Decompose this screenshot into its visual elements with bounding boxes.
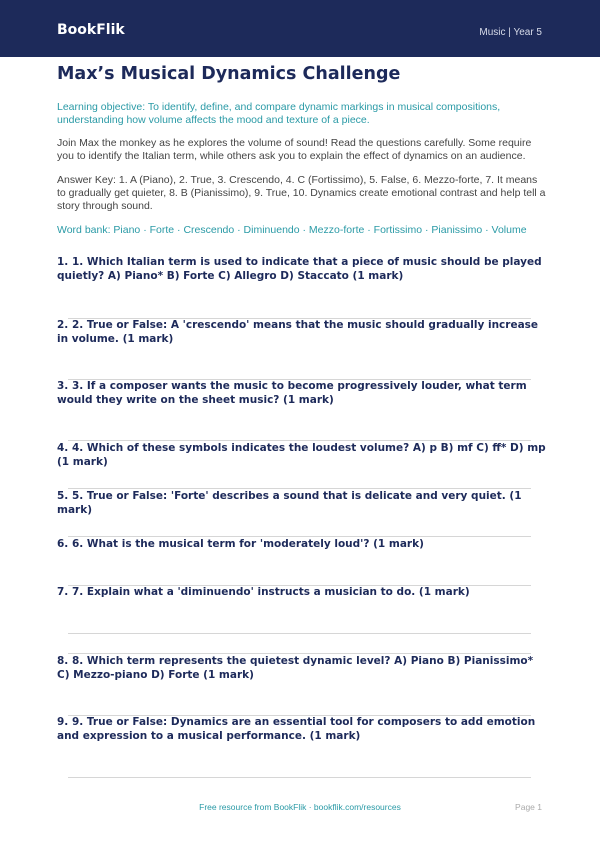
brand-logo: BookFlik (57, 22, 125, 38)
question-1: 1. 1. Which Italian term is used to indicate that a piece of music should be played quietly? A) Piano* B) Forte C) Allegro D) Staccato (1 mark) (57, 256, 542, 282)
question-3: 3. 3. If a composer wants the music to become progressively louder, what term would they write on the sheet music? (1 mark) (57, 380, 527, 406)
page-header (0, 0, 600, 57)
question-7: 7. 7. Explain what a 'diminuendo' instructs a musician to do. (1 mark) (57, 586, 470, 598)
learning-objective: Learning objective: To identify, define, and compare dynamic markings in musical compositions, understanding how volume affects the mood and texture of a piece. (57, 101, 501, 126)
intro-text: Join Max the monkey as he explores the volume of sound! Read the questions carefully. Some require you to identify the Italian term, while others ask you to explain the effect of dynamics on an audience. (57, 137, 532, 162)
question-2: 2. 2. True or False: A 'crescendo' means that the music should gradually increase in volume. (1 mark) (57, 319, 539, 345)
question-5: 5. 5. True or False: 'Forte' describes a sound that is delicate and very quiet. (1 mark) (57, 490, 522, 516)
question-6: 6. 6. What is the musical term for 'moderately loud'? (1 mark) (57, 538, 424, 550)
word-bank: Word bank: Piano · Forte · Crescendo · Diminuendo · Mezzo-forte · Fortissimo · Pianissimo · Volume (57, 224, 527, 236)
subject-label: Music | Year 5 (479, 27, 542, 38)
answer-line (68, 633, 531, 634)
footer-link[interactable]: Free resource from BookFlik · bookflik.com/resources (199, 802, 401, 812)
question-8: 8. 8. Which term represents the quietest dynamic level? A) Piano B) Pianissimo* C) Mezzo-piano D) Forte (1 mark) (57, 655, 534, 681)
answer-key: Answer Key: 1. A (Piano), 2. True, 3. Crescendo, 4. C (Fortissimo), 5. False, 6. Mezzo-forte, 7. It means to gradually get quieter, 8. B (Pianissimo), 9. True, 10. Dynamics create emotional contrast and help tell a story through sound. (57, 174, 546, 212)
page-title: Max’s Musical Dynamics Challenge (57, 64, 401, 84)
question-9: 9. 9. True or False: Dynamics are an essential tool for composers to add emotion and expression to a musical performance. (1 mark) (57, 716, 536, 742)
question-4: 4. 4. Which of these symbols indicates the loudest volume? A) p B) mf C) ff* D) mp (1 mark) (57, 442, 546, 468)
answer-line (68, 777, 531, 778)
page-number: Page 1 (515, 802, 542, 812)
